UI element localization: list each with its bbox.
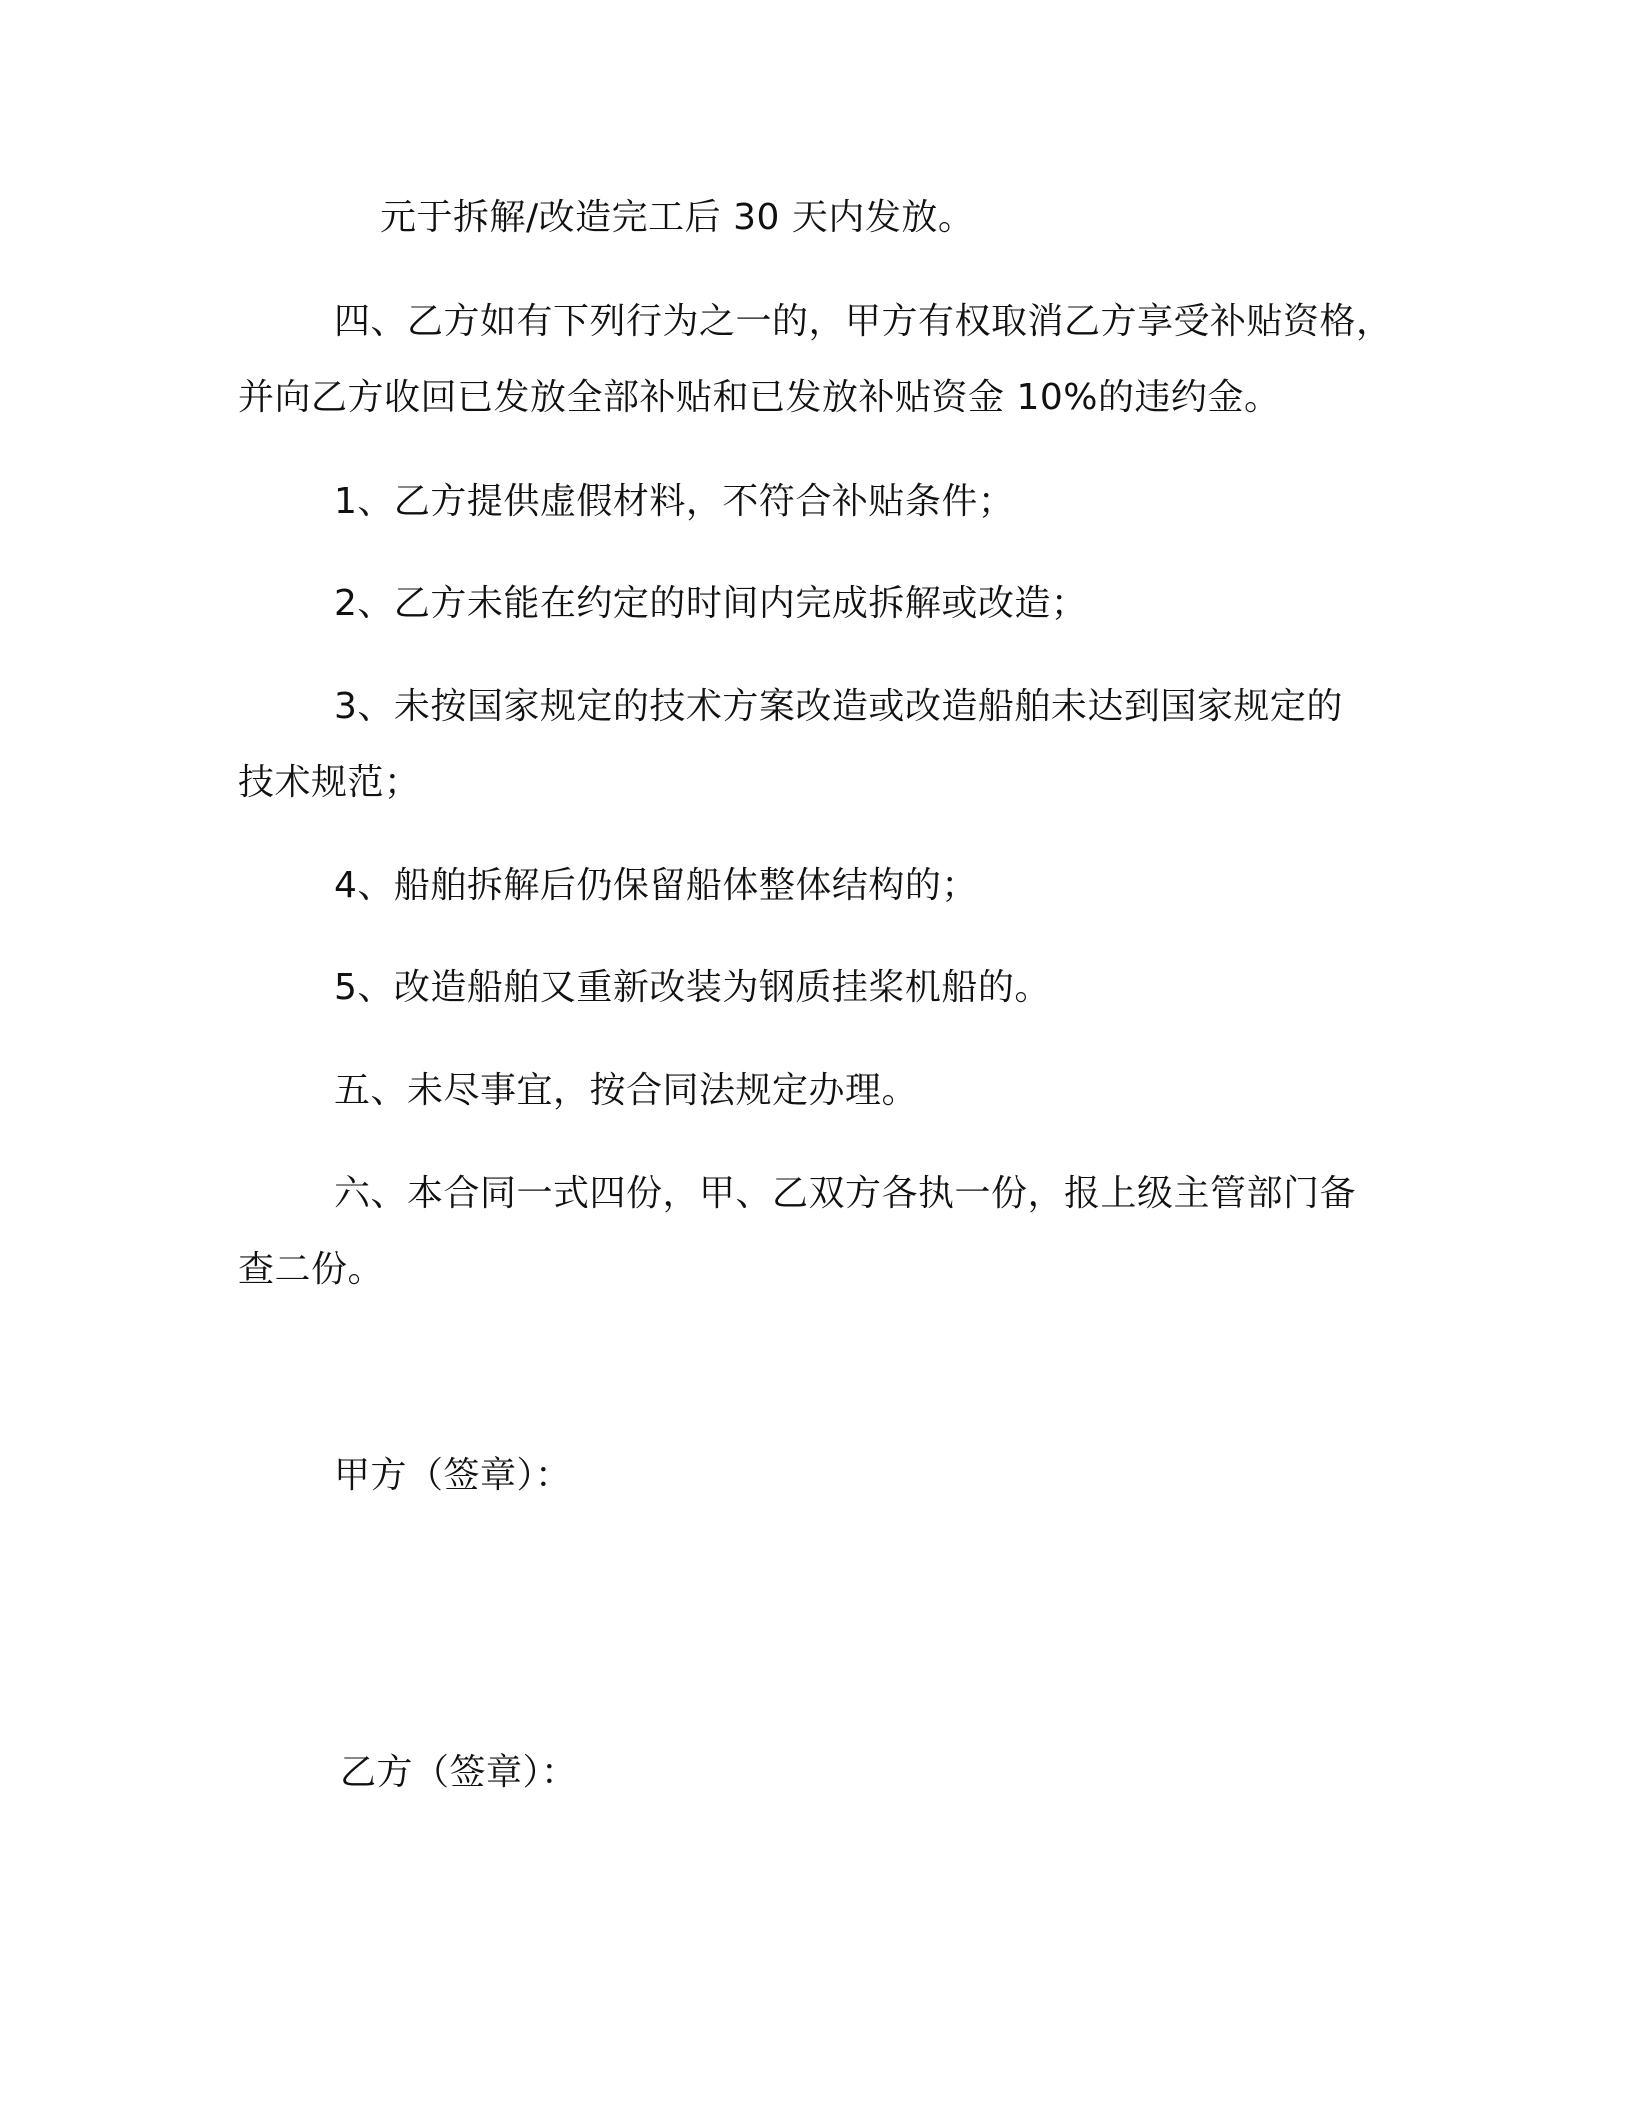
clause-four-line-2: 并向乙方收回已发放全部补贴和已发放补贴资金 10%的违约金。 [238,377,1281,418]
item-4: 4、船舶拆解后仍保留船体整体结构的； [334,865,978,906]
clause-six-line-1: 六、本合同一式四份，甲、乙双方各执一份，报上级主管部门备 [334,1173,1357,1214]
clause-five: 五、未尽事宜，按合同法规定办理。 [334,1070,919,1111]
item-2: 2、乙方未能在约定的时间内完成拆解或改造； [334,583,1088,624]
signature-party-a: 甲方（签章）： [334,1455,572,1496]
text-line-payment-timing: 元于拆解/改造完工后 30 天内发放。 [380,197,975,238]
signature-party-b: 乙方（签章）： [340,1752,578,1793]
item-3-line-1: 3、未按国家规定的技术方案改造或改造船舶未达到国家规定的 [334,686,1343,727]
clause-six-line-2: 查二份。 [238,1249,385,1290]
item-3-line-2: 技术规范； [238,762,421,803]
clause-four-line-1: 四、乙方如有下列行为之一的，甲方有权取消乙方享受补贴资格， [334,301,1393,342]
item-5: 5、改造船舶又重新改装为钢质挂桨机船的。 [334,967,1051,1008]
item-1: 1、乙方提供虚假材料，不符合补贴条件； [334,481,1015,522]
